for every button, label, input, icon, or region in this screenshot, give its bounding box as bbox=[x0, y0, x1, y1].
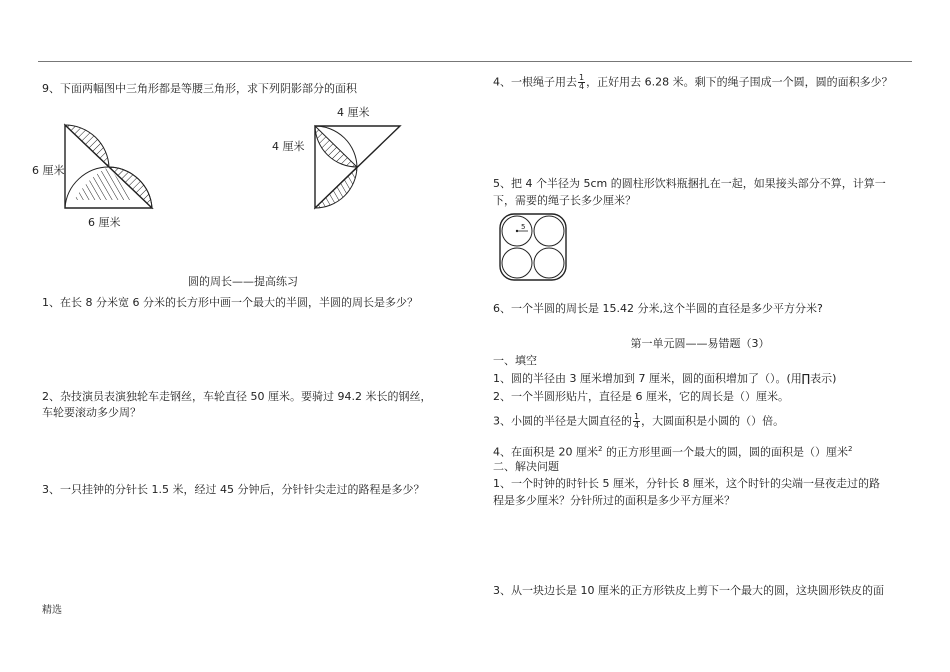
figure-1-isosceles-triangle bbox=[60, 120, 160, 220]
header-rule bbox=[38, 61, 912, 62]
figure-2-isosceles-triangle bbox=[305, 122, 405, 214]
question-4: 4、一根绳子用去 $\frac{1}{4}$ ，正好用去 6.28 米。剩下的绳子围成一个圆，圆的面积多少？ bbox=[493, 73, 893, 91]
figure-2-top-label: 4 厘米 bbox=[337, 106, 370, 119]
solve-question-1-line-2: 程是多少厘米？分针所过的面积是多少平方厘米？ bbox=[493, 494, 735, 507]
question-1: 1、在长 8 分米宽 6 分米的长方形中画一个最大的半圆，半圆的周长是多少？ bbox=[42, 296, 418, 309]
fill-blank-heading: 一、填空 bbox=[493, 354, 537, 367]
fill-question-4: 4、在面积是 20 厘米$^2$ 的正方形里画一个最大的圆，圆的面积是（）厘米$^2$ bbox=[493, 445, 853, 459]
question-3: 3、一只挂钟的分针长 1.5 米，经过 45 分钟后，分针针尖走过的路程是多少？ bbox=[42, 483, 425, 496]
figure-1-side-label: 6 厘米 bbox=[32, 164, 65, 177]
section-title-unit-one: 第一单元圆——易错题（3） bbox=[630, 337, 770, 350]
figure-radius-label: 5 bbox=[521, 223, 526, 231]
fill-question-1: 1、圆的半径由 3 厘米增加到 7 厘米，圆的面积增加了（）。(用∏表示) bbox=[493, 372, 837, 385]
solve-question-1-line-1: 1、一个时钟的时针长 5 厘米，分针长 8 厘米，这个时针的尖端一昼夜走过的路 bbox=[493, 477, 880, 490]
fill-question-3: 3、小圆的半径是大圆直径的 $\frac{1}{4}$ ，大圆面积是小圆的（）倍。 bbox=[493, 412, 785, 430]
section-title-circumference: 圆的周长——提高练习 bbox=[188, 275, 298, 288]
figure-four-bottles bbox=[499, 213, 567, 281]
solve-question-3: 3、从一块边长是 10 厘米的正方形铁皮上剪下一个最大的圆，这块圆形铁皮的面 bbox=[493, 584, 884, 597]
question-6: 6、一个半圆的周长是 15.42 分米,这个半圆的直径是多少平方分米? bbox=[493, 302, 823, 315]
solve-heading: 二、解决问题 bbox=[493, 460, 559, 473]
question-5-line-2: 下，需要的绳子长多少厘米？ bbox=[493, 194, 636, 207]
footer-label: 精选 bbox=[42, 605, 62, 616]
figure-1-bottom-label: 6 厘米 bbox=[88, 216, 121, 229]
question-5-line-1: 5、把 4 个半径为 5cm 的圆柱形饮料瓶捆扎在一起，如果接头部分不算，计算一 bbox=[493, 177, 886, 190]
fraction-one-quarter: $\frac{1}{4}$ bbox=[579, 73, 585, 91]
question-9: 9、下面两幅图中三角形都是等腰三角形，求下列阴影部分的面积 bbox=[42, 82, 357, 95]
fill-question-2: 2、一个半圆形贴片，直径是 6 厘米，它的周长是（）厘米。 bbox=[493, 390, 789, 403]
figure-2-side-label: 4 厘米 bbox=[272, 140, 305, 153]
question-2-line-1: 2、杂技演员表演独轮车走钢丝，车轮直径 50 厘米。要骑过 94.2 米长的钢丝， bbox=[42, 390, 432, 403]
question-2-line-2: 车轮要滚动多少周？ bbox=[42, 406, 141, 419]
fraction-one-quarter: $\frac{1}{4}$ bbox=[634, 412, 640, 430]
